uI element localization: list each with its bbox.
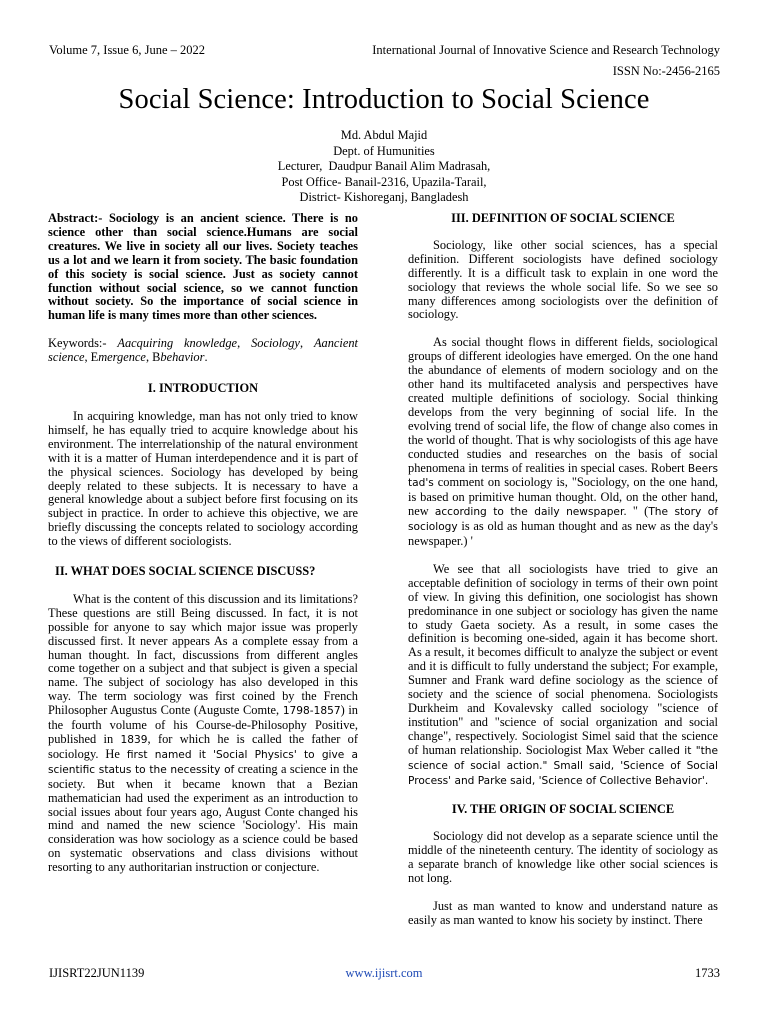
section-heading-introduction: I. INTRODUCTION [147, 381, 259, 396]
keywords: Keywords:- Aacquiring knowledge, Sociology, Aancient science, Emergence, Bbehavior. [48, 336, 358, 365]
volume-info: Volume 7, Issue 6, June – 2022 [49, 43, 206, 57]
paragraph: We see that all sociologists have tried to give an acceptable definition of sociology in terms of their own point of view. In giving this definition, one sociologist has shown predominance in one subject or sociology has given the name to study Gaeta society. As a result, in some cases the definition is becoming one-sided, again it has become short. As a result, it becomes difficult to analyze the subject or event and it is difficult to fully understand the subject; For example, Sumner and Frank ward define sociology as the science of society and the science of social phenomena. Sociologists Durkheim and Kovalevsky called sociology "science of institution" and "science of social organization and social change", respectively. Sociologist Simel said that the science of human relationship. Sociologist Max Weber called it "the science of social action." Small said, 'Science of Social Process' and Parke said, 'Science of Collective Behavior'. [408, 561, 718, 787]
paragraph: Sociology, like other social sciences, has a special definition. Different sociologists have defined sociology differently. It is a difficult task to explain in one word the sociology that reviews the whole social life. So we see so many differences among sociologists over the definition of sociology. [408, 237, 718, 322]
page-number: 1733 [695, 966, 720, 980]
author-position: Lecturer, Daudpur Banail Alim Madrasah, [277, 159, 491, 174]
keyword: Aancient science [48, 336, 358, 365]
paper-id: IJISRT22JUN1139 [49, 966, 145, 980]
keyword: Aacquiring knowledge [117, 336, 238, 351]
issn: ISSN No:-2456-2165 [612, 64, 720, 78]
paragraph: In acquiring knowledge, man has not only tried to know himself, he has equally tried to acquire knowledge about his environment. The interrelationship of the natural environment with it is a matter of Human interdependence and it is part of the physical sciences. Sociology has developed by being deeply related to these subjects. It is necessary to have a general knowledge about a subject before first focusing on its subject in practice. In order to achieve this objective, we are briefly discussing the concepts related to sociology according to the views of different sociologists. [48, 408, 358, 549]
paragraph: What is the content of this discussion and its limitations? These questions are still Being discussed. In fact, it is not possible for anyone to say which major issue was properly discussed first. It never appears As a complete essay from a human thought. In fact, discussions from different angles come together on a subject and that subject is given a special name. The subject of sociology has also developed in this way. The term sociology was first coined by the French Philosopher Augustus Conte (Auguste Comte, 1798-1857) in the fourth volume of his Course-de-Philosophy Positive, published in 1839, for which he is called the father of sociology. He first named it 'Social Physics' to give a scientific status to the necessity of creating a science in the society. But when it became known that a Bezian mathematician had used the experiment as an introduction to social issues about four years ago, August Conte changed his mind and named the new science 'Sociology'. His main consideration was how sociology as a science could be based on systematic observations and class divisions without resorting to any authoritarian instruction or conjecture. [48, 591, 358, 875]
author-block [0, 128, 768, 206]
keywords-label: Keywords:- [48, 336, 118, 351]
right-column [408, 212, 718, 928]
left-column [48, 212, 358, 875]
abstract: Abstract:- Sociology is an ancient science. There is no science other than social science.Humans are social creatures. We live in society all our lives. Society teaches us a lot and we learn it from society. The basic foundation of this society is social science. Just as society cannot function without social science, so we cannot function without society. So the importance of social science in human life is many times more than other sciences. [48, 211, 358, 323]
author-name: Md. Abdul Majid [340, 128, 428, 142]
paragraph: As social thought flows in different fields, sociological groups of different ideologies have emerged. On the one hand the abundance of elements of modern sociology and on the other hand its multifaceted analysis and perspectives have created multiple definitions of sociology. Social thinking develops from the very beginning of social life. In the evolving trend of social life, the flow of change also comes in the world of thought. That is why sociologists of this age have conducted studies and researches on the basis of social phenomena in terms of realities in special cases. Robert Beers tad's comment on sociology is, "Sociology, on the one hand, is based on primitive human thought. Old, on the other hand, new according to the daily newspaper. " (The story of sociology is as old as human thought and as new as the day's newspaper.) ' [408, 335, 718, 549]
author-dept: Dept. of Humunities [333, 143, 435, 158]
section-heading-what-does-social-science-discuss: II. WHAT DOES SOCIAL SCIENCE DISCUSS? [55, 564, 316, 579]
keyword: mergence [98, 350, 146, 365]
paper-title: Social Science: Introduction to Social Science [118, 84, 650, 115]
keyword: behavior [160, 350, 205, 365]
paragraph: Sociology did not develop as a separate science until the middle of the nineteenth century. The identity of sociology as a separate branch of knowledge like other social sciences is not long. [408, 829, 718, 886]
journal-url-link[interactable]: www.ijisrt.com [345, 966, 423, 980]
section-heading-definition: III. DEFINITION OF SOCIAL SCIENCE [451, 211, 675, 225]
journal-name: International Journal of Innovative Science and Research Technology [372, 43, 720, 57]
author-district: District- Kishoreganj, Bangladesh [299, 190, 469, 205]
paragraph: Just as man wanted to know and understand nature as easily as man wanted to know his society by instinct. There [408, 898, 718, 927]
keyword: Sociology [251, 336, 300, 351]
author-address: Post Office- Banail-2316, Upazila-Tarail, [281, 174, 487, 189]
section-heading-origin: IV. THE ORIGIN OF SOCIAL SCIENCE [451, 802, 675, 817]
